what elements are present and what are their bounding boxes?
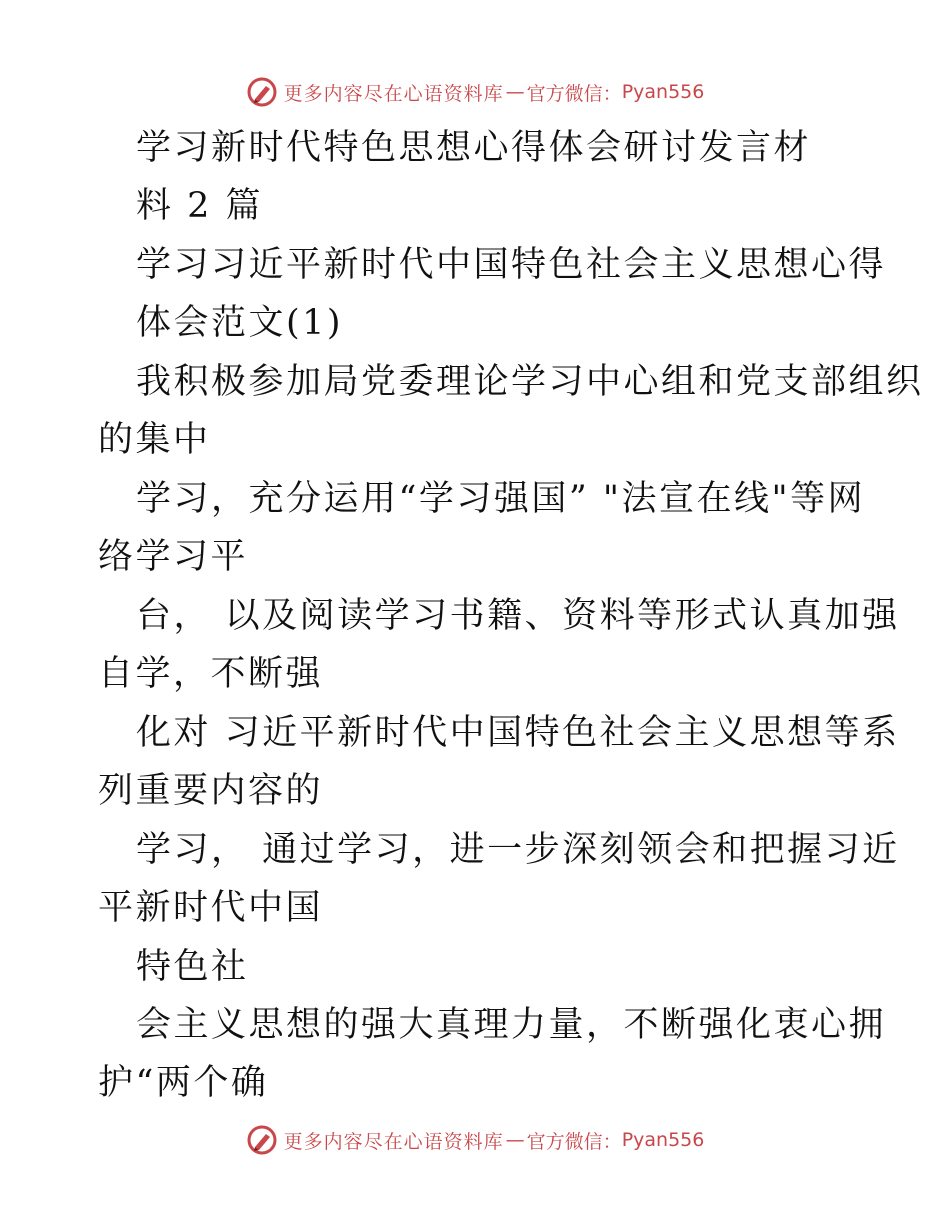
watermark-wechat-id: Pyan556 xyxy=(621,81,705,103)
doc-title-line-1: 学习新时代特色思想心得体会研讨发言材 xyxy=(136,128,812,168)
watermark-separator: — xyxy=(505,81,525,103)
doc-text-line: 学习， 通过学习，进一步深刻领会和把握习近 xyxy=(136,830,900,870)
pen-circle-logo-icon xyxy=(246,1124,278,1156)
watermark-main-text: 更多内容尽在心语资料库 xyxy=(283,1130,504,1153)
watermark-wechat-id: Pyan556 xyxy=(621,1129,705,1151)
doc-text-line: 学习，充分运用“学习强国” "法宣在线"等网 xyxy=(136,479,866,519)
doc-text-line: 平新时代中国 xyxy=(98,888,324,928)
footer-watermark xyxy=(0,1120,950,1160)
doc-text-line: 台， 以及阅读学习书籍、资料等形式认真加强 xyxy=(136,596,900,636)
doc-text-line: 的集中 xyxy=(98,420,211,460)
watermark-wechat-label: 官方微信： xyxy=(526,1130,622,1153)
watermark-separator: — xyxy=(505,1129,525,1151)
doc-text-line: 护“两个确 xyxy=(98,1063,269,1103)
doc-text-line: 会主义思想的强大真理力量，不断强化衷心拥 xyxy=(136,1005,887,1045)
doc-text-line: 络学习平 xyxy=(98,537,249,577)
doc-text-line: 自学，不断强 xyxy=(98,654,324,694)
doc-text-line: 列重要内容的 xyxy=(98,771,324,811)
doc-text-line: 化对 习近平新时代中国特色社会主义思想等系 xyxy=(136,713,900,753)
watermark-main-text: 更多内容尽在心语资料库 xyxy=(283,82,504,105)
doc-subtitle-line-2: 体会范文(1) xyxy=(136,303,344,343)
doc-text-line: 我积极参加局党委理论学习中心组和党支部组织 xyxy=(136,362,924,402)
doc-text-line: 特色社 xyxy=(136,947,249,987)
doc-title-line-2: 料 2 篇 xyxy=(136,186,264,226)
doc-subtitle-line-1: 学习习近平新时代中国特色社会主义思想心得 xyxy=(136,245,887,285)
watermark-wechat-label: 官方微信： xyxy=(526,82,622,105)
